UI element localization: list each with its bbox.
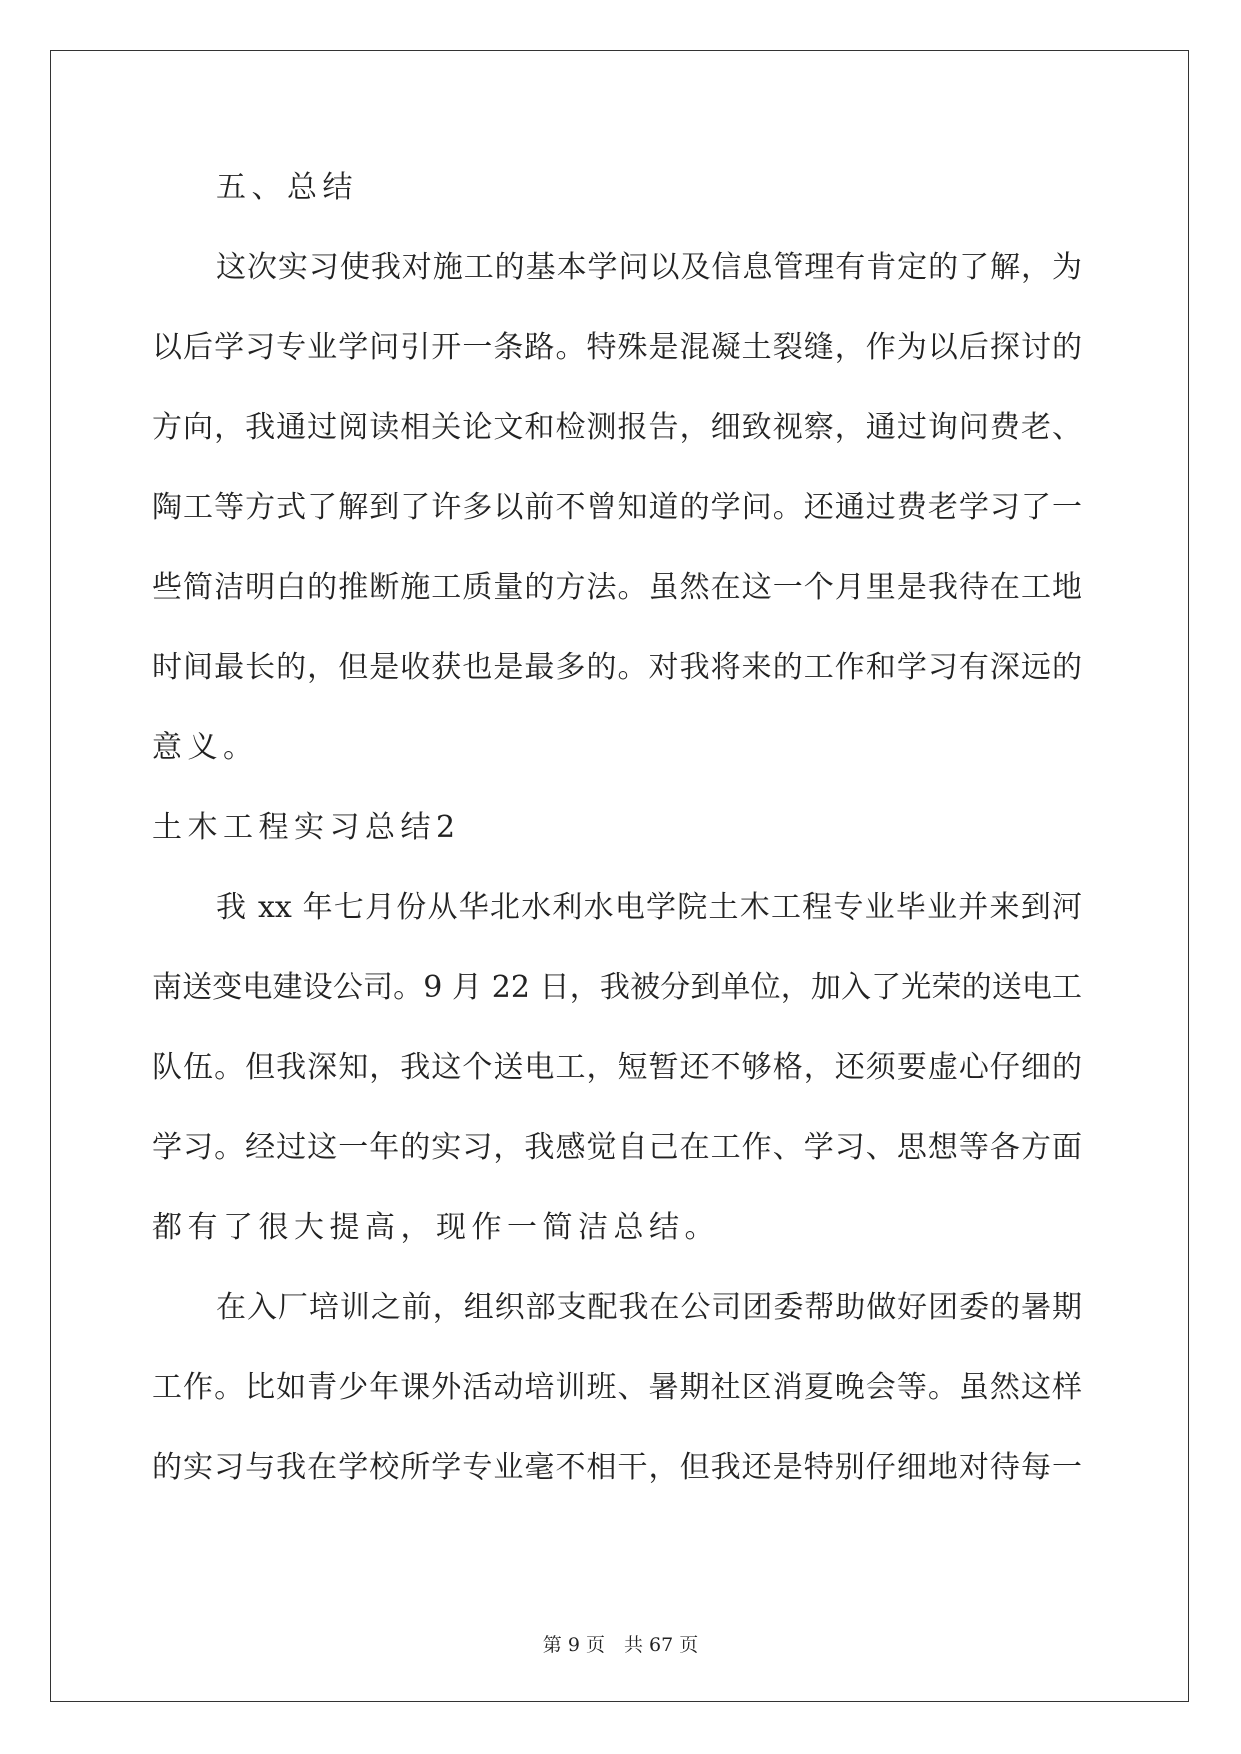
text-line: 我 xx 年七月份从华北水利水电学院土木工程专业毕业并来到河: [216, 890, 1082, 925]
text-line: 南送变电建设公司。9 月 22 日，我被分到单位，加入了光荣的送电工: [152, 970, 1082, 1005]
section-heading: 五、总结: [216, 170, 358, 205]
text-line: 的实习与我在学校所学专业毫不相干，但我还是特别仔细地对待每一: [152, 1450, 1082, 1485]
document-body: [152, 159, 1082, 1519]
article-title: 土木工程实习总结2: [152, 810, 461, 845]
text-line: 以后学习专业学问引开一条路。特殊是混凝土裂缝，作为以后探讨的: [152, 330, 1082, 365]
text-line: 在入厂培训之前，组织部支配我在公司团委帮助做好团委的暑期: [216, 1290, 1082, 1325]
text-line: 都有了很大提高，现作一简洁总结。: [152, 1210, 720, 1245]
text-line: 些简洁明白的推断施工质量的方法。虽然在这一个月里是我待在工地: [152, 570, 1082, 605]
text-line: 学习。经过这一年的实习，我感觉自己在工作、学习、思想等各方面: [152, 1130, 1082, 1165]
text-line: 意义。: [152, 730, 259, 765]
text-line: 时间最长的，但是收获也是最多的。对我将来的工作和学习有深远的: [152, 650, 1082, 685]
page-number: 第 9 页 共 67 页: [542, 1634, 699, 1656]
text-line: 陶工等方式了解到了许多以前不曾知道的学问。还通过费老学习了一: [152, 490, 1082, 525]
text-line: 这次实习使我对施工的基本学问以及信息管理有肯定的了解，为: [216, 250, 1082, 285]
text-line: 队伍。但我深知，我这个送电工，短暂还不够格，还须要虚心仔细的: [152, 1050, 1082, 1085]
text-line: 工作。比如青少年课外活动培训班、暑期社区消夏晚会等。虽然这样: [152, 1370, 1082, 1405]
text-line: 方向，我通过阅读相关论文和检测报告，细致视察，通过询问费老、: [152, 410, 1082, 445]
